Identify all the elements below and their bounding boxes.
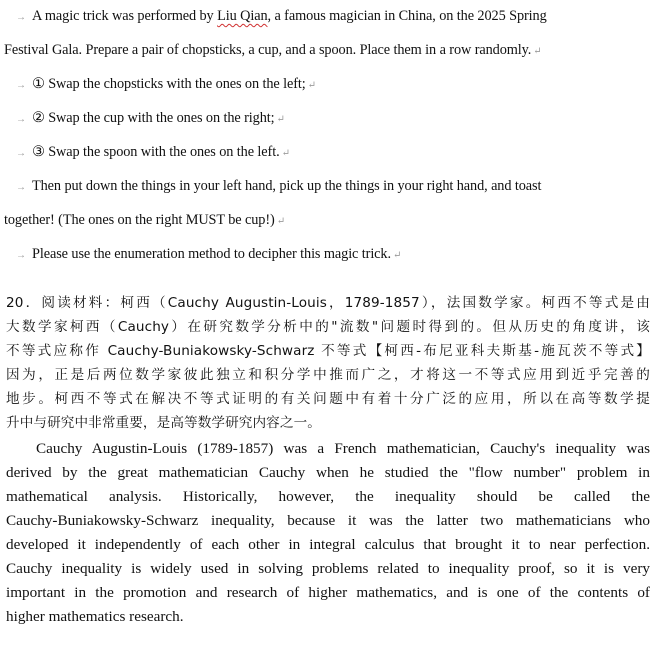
en-line: Cauchy inequality is widely used in solving problems related to inequality proof, so it is very [6, 560, 650, 577]
paragraph-mark-icon: ↵ [392, 250, 402, 261]
paragraph-mark-icon: ↵ [307, 80, 316, 91]
tab-arrow-icon: → [16, 80, 26, 91]
exercise-19-line-8: → Please use the enumeration method to decipher this magic trick. ↵ [0, 244, 401, 266]
cn-line: 因为，正是后两位数学家彼此独立和积分学中推而广之，才将这一不等式应用到近乎完善的 [6, 367, 650, 383]
step-2: → ② Swap the cup with the ones on the right; ↵ [0, 108, 285, 130]
tab-arrow-icon: → [16, 12, 26, 23]
tab-arrow-icon: → [16, 182, 26, 193]
exercise-19-line-7: together! (The ones on the right MUST be cup!) ↵ [4, 212, 285, 228]
paragraph-mark-icon: ↵ [276, 216, 285, 227]
en-line: important in the promotion and research of higher mathematics, and is one of the contents of [6, 584, 650, 601]
cn-line: 大数学家柯西（Cauchy）在研究数学分析中的"流数"问题时得到的。但从历史的角度讲，该 [6, 319, 650, 335]
paragraph-mark-icon: ↵ [533, 46, 542, 57]
en-line: derived by the great mathematician Cauchy when he studied the "flow number" problem in [6, 464, 650, 481]
magician-name: Liu Qian [217, 8, 268, 24]
exercise-19-line-1: → A magic trick was performed by Liu Qian, a famous magician in China, on the 2025 Spring [0, 6, 547, 28]
en-line: Cauchy Augustin-Louis (1789-1857) was a French mathematician, Cauchy's inequality was [36, 440, 650, 457]
paragraph-mark-icon: ↵ [281, 148, 290, 159]
tab-arrow-icon: → [16, 114, 26, 125]
step-1: → ① Swap the chopsticks with the ones on the left; ↵ [0, 74, 316, 96]
step-3: → ③ Swap the spoon with the ones on the left. ↵ [0, 142, 290, 164]
exercise-19-line-2: Festival Gala. Prepare a pair of chopsticks, a cup, and a spoon. Place them in a row randomly. ↵ [4, 42, 542, 58]
en-line: mathematical analysis. Historically, however, the inequality should be called the [6, 488, 650, 505]
cn-line: 20．阅读材料：柯西（Cauchy Augustin-Louis，1789-1857），法国数学家。柯西不等式是由 [6, 295, 650, 311]
cn-line: 地步。柯西不等式在解决不等式证明的有关问题中有着十分广泛的应用，所以在高等数学提 [6, 391, 650, 407]
exercise-19-block [0, 0, 662, 268]
tab-arrow-icon: → [16, 250, 26, 261]
en-line: higher mathematics research. [6, 608, 184, 625]
paragraph-mark-icon: ↵ [276, 114, 285, 125]
tab-arrow-icon: → [16, 148, 26, 159]
en-line: developed it independently of each other in integral calculus that brought it to near perfection. [6, 536, 650, 553]
cn-line: 升中与研究中非常重要，是高等数学研究内容之一。 [6, 415, 321, 431]
en-line: Cauchy-Buniakowsky-Schwarz inequality, because it was the latter two mathematicians who [6, 512, 650, 529]
exercise-19-line-6: → Then put down the things in your left hand, pick up the things in your right hand, and toast [0, 176, 541, 198]
cn-line: 不等式应称作 Cauchy-Buniakowsky-Schwarz 不等式【柯西-布尼亚科夫斯基-施瓦茨不等式】 [6, 343, 650, 359]
